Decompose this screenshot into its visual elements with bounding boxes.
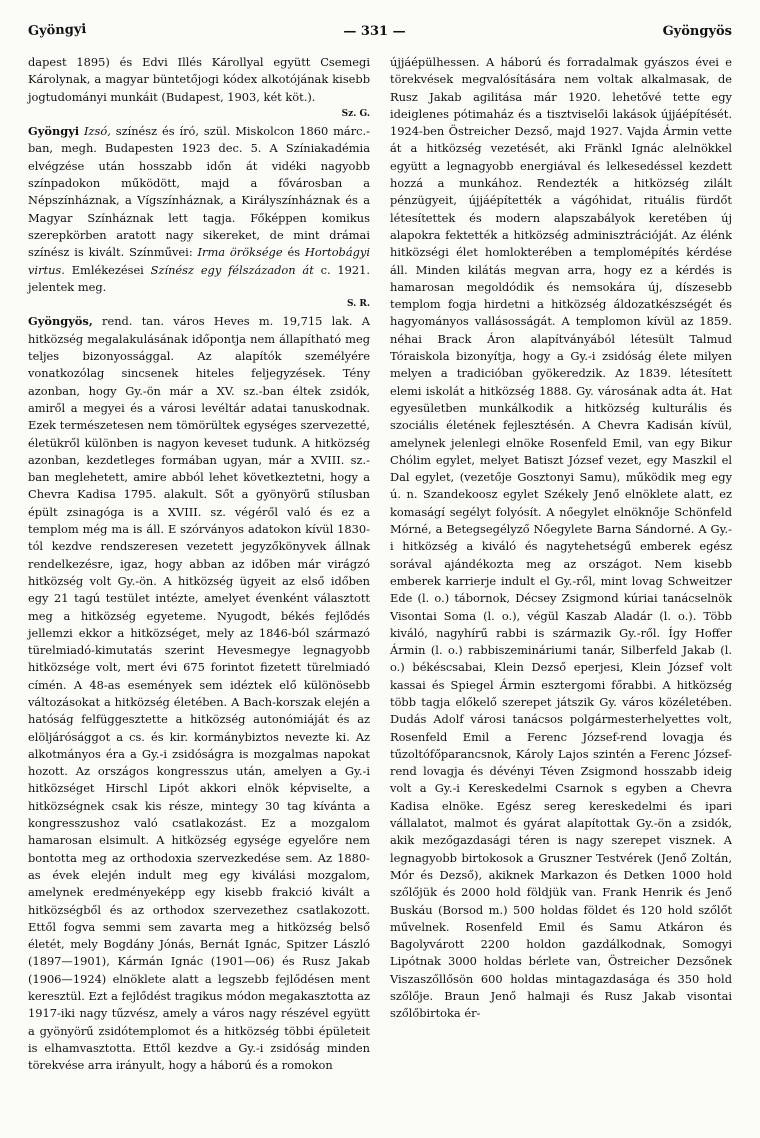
entry-headword: Gyöngyös, [28, 314, 93, 329]
header-right-keyword: Gyöngyös [662, 24, 732, 39]
entry-text: és [282, 245, 305, 260]
page-number: — 331 — [343, 24, 406, 39]
text-columns [28, 54, 732, 1075]
left-column [28, 54, 370, 1075]
entry-text: Emlékezései [64, 262, 151, 277]
entry-given-name: Izsó, [84, 124, 111, 139]
entry-gyongyi-izso [28, 123, 370, 313]
author-signature: S. R. [346, 299, 370, 310]
entry-continuation-text: dapest 1895) és Edvi Illés Károllyal együtt Csemegi Károlynak, a magyar büntetőjogi kódex alkotójának kisebb jogtudományi munkáit (Budapest, 1903, két köt.). [28, 55, 370, 104]
entry-headword: Gyöngyi [28, 124, 80, 139]
entry-text: újjáépülhessen. A háború és forradalmak gyászos évei e törekvések megvalósítására nem voltak alkalmasak, de Rusz Jakab agilitása már 1920. lehetővé tette egy ideiglenes pótimaház és a tisztviselői lakások újjáépítését. 1924-ben Östreicher Dezső, majd 1927. Vajda Ármin vette át a hitközség vezetését, aki Fränkl Ignác alelnökkel együtt a legnagyobb energiával és lelkesedéssel kezdett hozzá a munkához. Rendezték a hitközség zilált pénzügyeit, újjáépítették a vágóhidat, rituális fürdőt létesítettek és modern alapszabályok keretében új alapokra fektették a hitközség adminisztrációját. Az élénk hitközségi élet homlokterében a templomépítés kérdése áll. Minden kilátás megvan arra, hogy ez a kérdés is hamarosan megoldódik és nemsokára új, díszesebb templom fogja hirdetni a hitközség áldozatkészségét és hagyományos vallásosságát. A templomon kívül az 1859. néhai Brack Áron alapítványából létesült Talmud Tóraiskola bizonyítja, hogy a Gy.-i zsidóság élete milyen melyen a tradicióban gyökeredzik. Az 1839. létesített elemi iskolát a hitközség 1888. Gy. városának adta át. Hat egyesületben munkálkodik a hitközség kulturális és szociális életének fejlesztésén. A Chevra Kadisán kívül, amelynek jelenlegi elnöke Rosenfeld Emil, van egy Bikur Chólim egylet, melyet Batiszt József vezet, egy Maszkil el Dal egylet, (vezetője Gosztonyi Samu), működik meg egy ú. n. Szandekoosz egylet Székely Jenő elnöklete alatt, ez komaságí segélyt folyósít. A nőegylet elnöknője Schönfeld Mórné, a Betegsegélyző Nőegylete Barna Sándorné. A Gy.-i hitközség a kiváló és nagytehetségű emberek egész sorával ajándékozta meg az országot. Nem kisebb emberek karrierje indult el Gy.-ről, mint lovag Schweitzer Ede (l. o.) tábornok, Décsey Zsigmond kúriai tanácselnök Visontai Soma (l. o.), végül Kaszab Aladár (l. o.). Több kiváló, nagyhírű rabbi is származik Gy.-ről. Így Hoffer Ármin (l. o.) rabbiszemináriumi tanár, Silberfeld Jakab (l. o.) békéscsabai, Klein Dezső eperjesi, Klein József volt kassai és Spiegel Ármin esztergomi főrabbi. A hitközség több tagja előkelő szerepet játszik Gy. város közéletében. Dudás Adolf városi tanácsos polgármesterhelyettes volt, Rosenfeld Emil a Ferenc József-rend lovagja és tűzoltófőparancsnok, Károly Lajos szintén a Ferenc József-rend lovagja és dévényi Téven Zsigmond hosszabb ideig volt a Gy.-i Kereskedelmi Csarnok s egyben a Chevra Kadisa elnöke. Egész sereg kereskedelmi és ipari vállalatot, malmot és gyárat alapítottak Gy.-ön a zsidók, akik mezőgazdasági téren is nagy szerepet visznek. A legnagyobb birtokosok a Gruszner Testvérek (Jenő Zoltán, Mór és Dezső), akiknek Markazon és Detken 1000 hold szőlőjük és 2000 hold földjük van. Frank Henrik és Jenő Buskáu (Borsod m.) 500 holdas földet és 120 hold szőlőt művelnek. Rosenfeld Emil és Samu Atkáron és Bagolyvárott 2200 holdon gazdálkodnak, Somogyi Lipótnak 3000 holdas bérlete van, Östreicher Dezsőnek Viszaszőllősön 600 holdas mintagazdasága és 350 hold szőlője. Braun Jenő halmaji és Rusz Jakab visontai szőlőbirtoka ér- [390, 55, 732, 1021]
header-left-keyword: Gyöngyi [27, 21, 87, 39]
entry-gyongyos [28, 313, 370, 1074]
work-title: Színész egy félszázadon át [150, 262, 314, 277]
entry-gyongyos-continued [390, 54, 732, 1023]
work-title: Hortobágyi virtus. [28, 245, 371, 277]
right-column [390, 54, 732, 1075]
entry-text: rend. tan. város Heves m. 19,715 lak. A hitközség megalakulásának időpontja nem állapítható meg teljes bizonyossággal. Az alapítók személyére vonatkozólag sincsenek hiteles feljegyzések. Tény azonban, hogy Gy.-ön már a XV. sz.-ban éltek zsidók, amiről a megyei és a városi levéltár adatai tanuskodnak. Ezek természetesen nem tömörültek egységes szervezetté, életükről különben is nagyon keveset tudunk. A hitközség azonban, kezdetleges formában ugyan, már a XVIII. sz.-ban meglehetett, amire abból lehet következtetni, hogy a Chevra Kadisa 1795. alakult. Sőt a gyönyörű stílusban épült zsinagóga is a XVIII. sz. végéről való és ez a templom még ma is áll. E szórványos adatokon kívül 1830-tól kezdve rendszeresen vezetett jegyzőkönyvek állnak rendelkezésre, igaz, hogy abban az időben már virágzó hitközség volt Gy.-ön. A hitközség ügyeit az első időben egy 21 tagú testület intézte, amelyet évenként választott meg a hitközség egyeteme. Nyugodt, békés fejlődés jellemzi ekkor a hitközséget, mely az 1846-ból származó türelmiadó-kimutatás szerint Hevesmegye legnagyobb hitközsége volt, mert évi 675 forintot fizetett türelmiadó címén. A 48-as események sem idéztek elő különösebb változásokat a hitközség életében. A Bach-korszak elején a hatóság felfüggesztette a hitközség autonómiáját és az elöljárósággot a cs. és kir. kormánybiztos nevezte ki. Az alkotmányos éra a Gy.-i zsidóságra is mozgalmas napokat hozott. Az országos kongresszus után, amelyen a Gy.-i hitközséget Hirschl Lipót akkori elnök képviselte, a hitközségnek csak kis része, mintegy 30 tag kívánta a kongresszushoz való csatlakozást. Ez a mozgalom hamarosan elsimult. A hitközség egysége egyelőre nem bontotta meg az orthodoxia szervezkedése sem. Az 1880-as évek elején indult meg egy kiválási mozgalom, amelynek eredményeképp egy kisebb frakció kivált a hitközségből és az orthodox szervezethez csatlakozott. Ettől fogva semmi sem zavarta meg a hitközség belső életét, mely Bogdány Jónás, Bernát Ignác, Spitzer László (1897—1901), Kármán Ignác (1901—06) és Rusz Jakab (1906—1924) elnöklete alatt a legszebb fejlődésen ment keresztül. Ezt a fejlődést tragikus módon megakasztotta az 1917-iki nagy tűzvész, amely a város nagy részével együtt a gyönyörű zsidótemplomot és a hitközség többi épületeit is elhamvasztotta. Ettől kezdve a Gy.-i zsidóság minden törekvése arra irányult, hogy a háború és a romokon [28, 314, 370, 1073]
author-signature: Sz. G. [341, 108, 370, 119]
entry-continuation [28, 54, 370, 123]
work-title: Irma öröksége [197, 245, 283, 260]
entry-text: színész és író, szül. Miskolcon 1860 márc.-ban, megh. Budapesten 1923 dec. 5. A Színiakadémia elvégzése után hosszabb időn át vidéki nagyobb színpadokon működött, majd a fővárosban a Népszínháznak, a Vígszínháznak, a Királyszínháznak és a Magyar Színháznak lett tagja. Főképpen komikus szerepkörben aratott nagy sikereket, de mint drámai színész is kivált. Színművei: [28, 124, 370, 260]
entry-text: c. 1921. jelentek meg. [28, 262, 370, 294]
page-header [27, 21, 732, 44]
